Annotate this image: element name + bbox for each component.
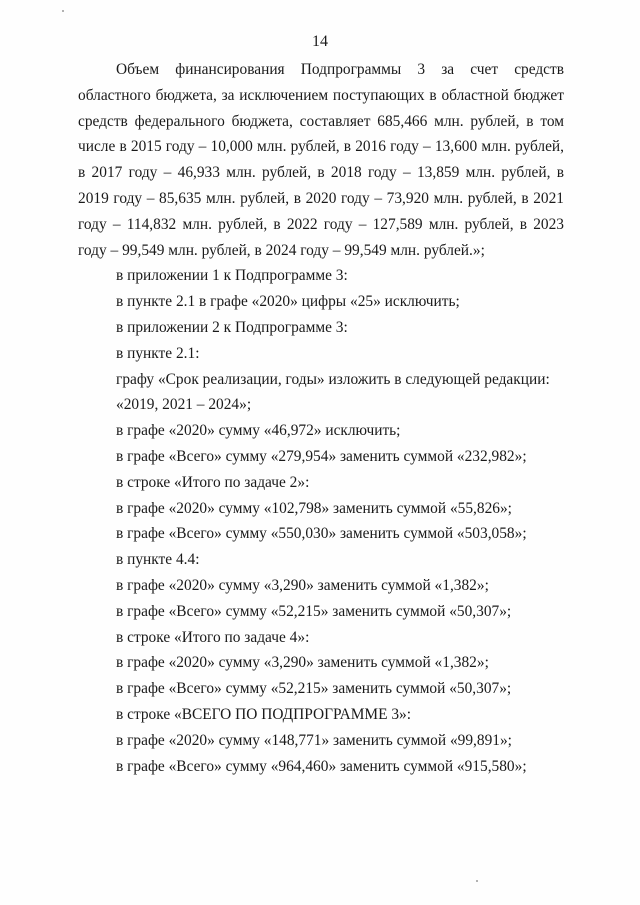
text-line: в графе «2020» сумму «3,290» заменить суммой «1,382»; — [116, 576, 489, 594]
text-line: в приложении 2 к Подпрограмме 3: — [116, 318, 348, 336]
text-line: в графе «Всего» сумму «52,215» заменить суммой «50,307»; — [116, 602, 512, 620]
text-line: в графе «Всего» сумму «550,030» заменить суммой «503,058»; — [116, 525, 527, 543]
text-line: в строке «Итого по задаче 2»: — [116, 473, 310, 491]
text-line: «2019, 2021 – 2024»; — [116, 396, 252, 414]
text-line: в строке «Итого по задаче 4»: — [116, 628, 310, 646]
text-line: в пункте 2.1: — [116, 344, 200, 362]
intro-paragraph: Объем финансирования Подпрограммы 3 за счет средств областного бюджета, за исключением поступающих в областной бюджет средств федерального бюджета, составляет 685,466 млн. рублей, в том числе в 2015 году – 10,000 млн. рублей, в 2016 году – 13,600 млн. рублей, в 2017 году – 46,933 млн. рублей, в 2018 году – 13,859 млн. рублей, в 2019 году – 85,635 млн. рублей, в 2020 году – 73,920 млн. рублей, в 2021 году – 114,832 млн. рублей, в 2022 году – 127,589 млн. рублей, в 2023 году – 99,549 млн. рублей, в 2024 году – 99,549 млн. рублей.»; — [78, 61, 564, 259]
text-line: в графе «2020» сумму «148,771» заменить суммой «99,891»; — [116, 731, 512, 749]
scan-speck — [62, 10, 64, 12]
text-line: в графе «2020» сумму «46,972» исключить; — [116, 422, 401, 440]
text-line: в пункте 4.4: — [116, 551, 200, 569]
text-line: в графе «2020» сумму «102,798» заменить суммой «55,826»; — [116, 499, 512, 517]
document-body — [78, 57, 564, 779]
scan-speck — [476, 880, 478, 882]
text-line: графу «Срок реализации, годы» изложить в следующей редакции: — [116, 370, 550, 388]
text-line: в строке «ВСЕГО ПО ПОДПРОГРАММЕ 3»: — [116, 705, 412, 723]
text-line: в графе «Всего» сумму «279,954» заменить суммой «232,982»; — [116, 447, 527, 465]
page-number: 14 — [312, 33, 328, 50]
text-line: в графе «Всего» сумму «964,460» заменить суммой «915,580»; — [116, 757, 527, 775]
text-line: в графе «2020» сумму «3,290» заменить суммой «1,382»; — [116, 654, 489, 672]
text-line: в пункте 2.1 в графе «2020» цифры «25» исключить; — [116, 293, 460, 311]
text-line: в графе «Всего» сумму «52,215» заменить суммой «50,307»; — [116, 680, 512, 698]
text-line: в приложении 1 к Подпрограмме 3: — [116, 267, 348, 285]
